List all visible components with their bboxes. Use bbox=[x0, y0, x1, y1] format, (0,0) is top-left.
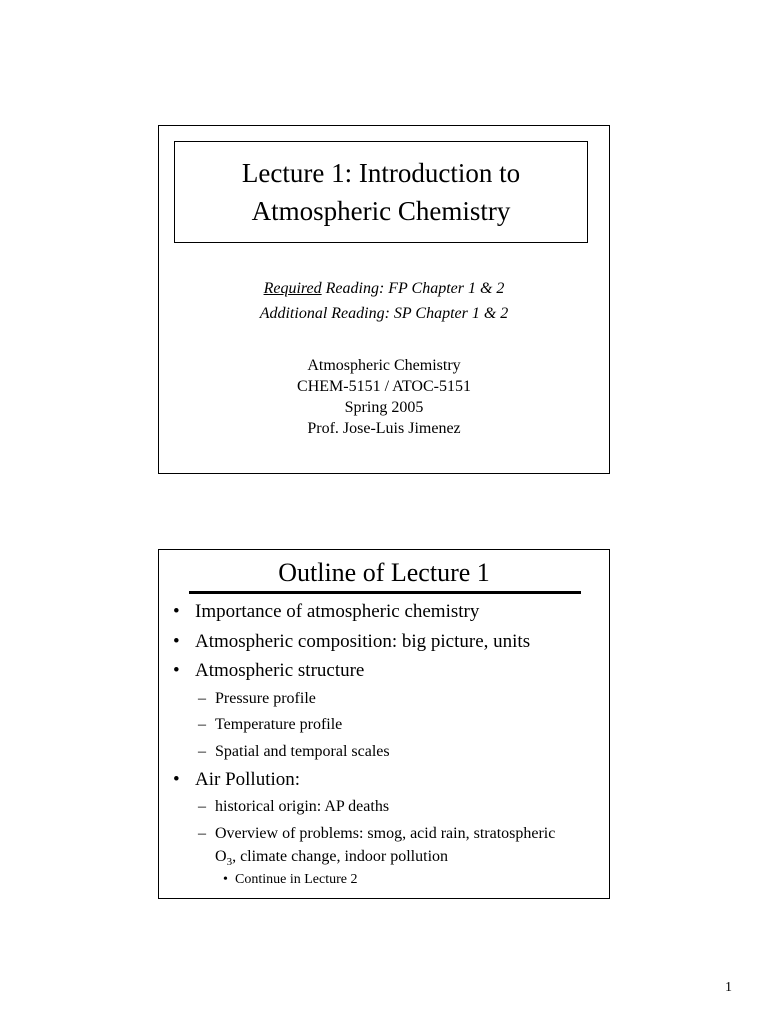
sub-sub-item bbox=[223, 871, 357, 889]
sub-item bbox=[198, 688, 316, 709]
title-line-2: Atmospheric Chemistry bbox=[251, 196, 511, 226]
sub-item-text: historical origin: AP deaths bbox=[215, 798, 390, 815]
list-item bbox=[173, 630, 530, 654]
list-item bbox=[173, 600, 479, 624]
course-name: Atmospheric Chemistry bbox=[307, 357, 461, 374]
sub-item bbox=[198, 741, 390, 762]
page-number: 1 bbox=[725, 980, 732, 995]
bullet-icon: • bbox=[223, 872, 228, 887]
readings bbox=[159, 276, 609, 326]
title-slide bbox=[158, 125, 610, 474]
title-line-1: Lecture 1: Introduction to bbox=[241, 158, 521, 188]
course-code: CHEM-5151 / ATOC-5151 bbox=[297, 378, 471, 395]
bullet-icon: • bbox=[173, 660, 180, 681]
outline-title: Outline of Lecture 1 bbox=[278, 558, 490, 587]
sub-item bbox=[198, 714, 342, 735]
sub-item-text: Overview of problems: smog, acid rain, stratospheric bbox=[215, 825, 556, 842]
bullet-icon: • bbox=[173, 631, 180, 652]
ozone-symbol: O bbox=[215, 848, 227, 865]
sub-item-text: Spatial and temporal scales bbox=[215, 743, 390, 760]
bullet-icon: • bbox=[173, 769, 180, 790]
bullet-icon: • bbox=[173, 601, 180, 622]
sub-item-continuation-text: , climate change, indoor pollution bbox=[232, 848, 449, 865]
sub-sub-item-text: Continue in Lecture 2 bbox=[235, 872, 358, 887]
course-instructor: Prof. Jose-Luis Jimenez bbox=[307, 420, 461, 437]
list-item-text: Atmospheric composition: big picture, units bbox=[195, 631, 531, 652]
dash-icon: – bbox=[198, 743, 206, 760]
additional-reading: Additional Reading: SP Chapter 1 & 2 bbox=[259, 305, 509, 322]
required-label: Required bbox=[263, 280, 322, 297]
list-item-text: Air Pollution: bbox=[195, 769, 301, 790]
list-item bbox=[173, 768, 300, 792]
dash-icon: – bbox=[198, 716, 206, 733]
dash-icon: – bbox=[198, 690, 206, 707]
sub-item bbox=[198, 796, 389, 817]
sub-item bbox=[198, 823, 555, 844]
title-box bbox=[174, 141, 588, 243]
sub-item-text: Temperature profile bbox=[215, 716, 343, 733]
outline-slide bbox=[158, 549, 610, 899]
required-reading-text: Reading: FP Chapter 1 & 2 bbox=[321, 280, 505, 297]
sub-item-continuation bbox=[215, 846, 448, 873]
dash-icon: – bbox=[198, 798, 206, 815]
list-item-text: Importance of atmospheric chemistry bbox=[195, 601, 480, 622]
course-term: Spring 2005 bbox=[344, 399, 424, 416]
dash-icon: – bbox=[198, 825, 206, 842]
list-item bbox=[173, 659, 364, 683]
required-reading bbox=[159, 276, 609, 301]
outline-list bbox=[159, 550, 609, 898]
sub-item-text: Pressure profile bbox=[215, 690, 316, 707]
course-info bbox=[159, 355, 609, 439]
ozone-subscript: 3 bbox=[226, 856, 233, 869]
list-item-text: Atmospheric structure bbox=[195, 660, 365, 681]
